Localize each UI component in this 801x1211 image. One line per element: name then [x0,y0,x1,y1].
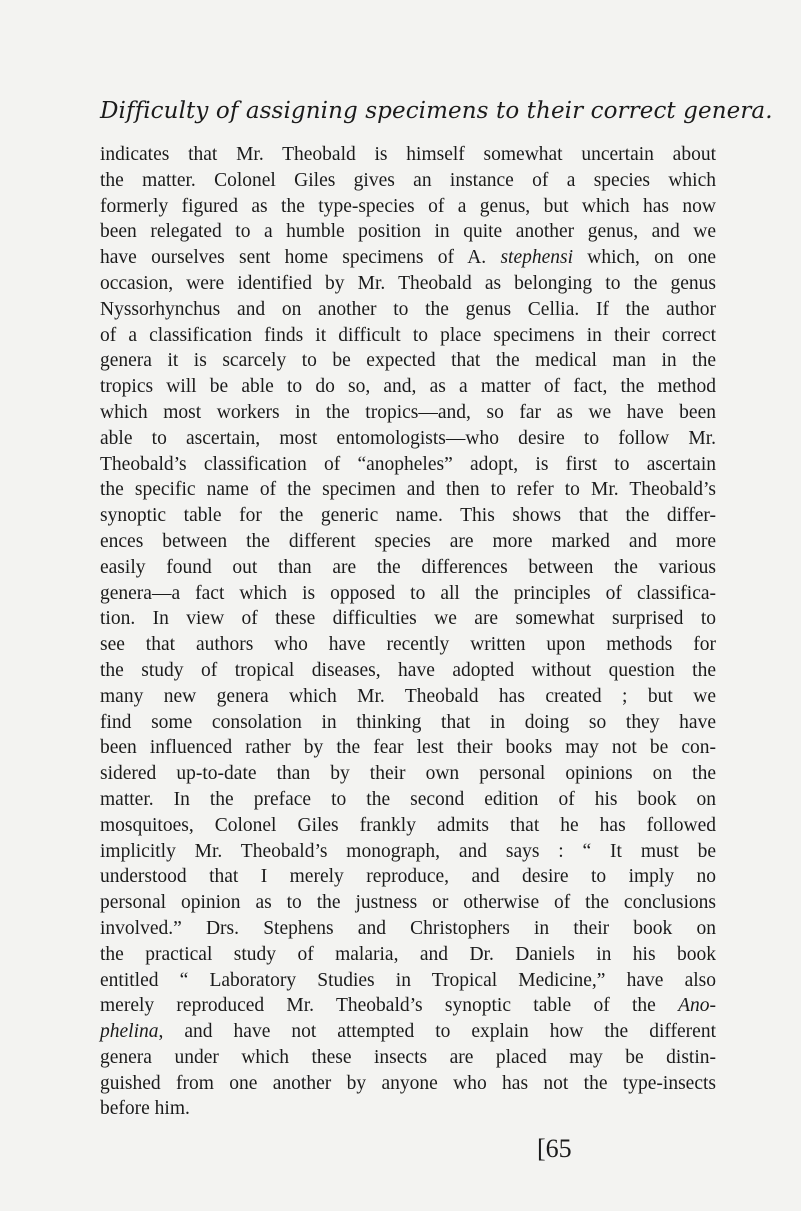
text-line [100,426,716,452]
text-run: occasion, were identified by Mr. Theobald as belonging to the genus [100,272,716,294]
text-run: formerly figured as the type-species of a genus, but which has now [100,195,716,217]
text-run: genera—a fact which is opposed to all the principles of classifica- [100,582,716,604]
text-line [100,813,716,839]
text-run: which most workers in the tropics—and, so far as we have been [100,401,716,423]
text-line [100,1096,716,1122]
text-line [100,1071,716,1097]
text-line [100,632,716,658]
text-run: find some consolation in thinking that in doing so they have [100,711,716,733]
italic-text: Ano- [678,995,716,1017]
text-line [100,297,716,323]
text-run: entitled “ Laboratory Studies in Tropical Medicine,” have also [100,969,716,991]
text-line [100,761,716,787]
text-run: , and have not attempted to explain how the different [158,1021,716,1043]
running-head: Difficulty of assigning specimens to their correct genera. [100,98,773,124]
text-run: been relegated to a humble position in quite another genus, and we [100,221,716,243]
text-line [100,323,716,349]
page-number: [65 [537,1134,572,1163]
text-line [100,787,716,813]
text-line [100,606,716,632]
text-line [100,993,716,1019]
text-run: the matter. Colonel Giles gives an instance of a species which [100,169,716,191]
text-run: easily found out than are the differences between the various [100,556,716,578]
text-run: mosquitoes, Colonel Giles frankly admits that he has followed [100,814,716,836]
text-line [100,529,716,555]
text-line [100,684,716,710]
text-run: personal opinion as to the justness or otherwise of the conclusions [100,892,716,914]
text-line [100,735,716,761]
text-line [100,194,716,220]
text-run: synoptic table for the generic name. This shows that the differ- [100,505,716,527]
text-run: Theobald’s classification of “anopheles” adopt, is first to ascertain [100,453,716,475]
text-run: genera it is scarcely to be expected that the medical man in the [100,350,716,372]
text-run: implicitly Mr. Theobald’s monograph, and says : “ It must be [100,840,716,862]
text-run: which, on one [573,247,717,269]
text-line [100,168,716,194]
text-run: genera under which these insects are placed may be distin- [100,1046,716,1068]
text-run: been influenced rather by the fear lest their books may not be con- [100,737,716,759]
text-line [100,245,716,271]
italic-text: stephensi [500,247,574,269]
italic-text: phelina [100,1021,159,1043]
text-run: merely reproduced Mr. Theobald’s synoptic table of the [100,995,679,1017]
text-run: tropics will be able to do so, and, as a matter of fact, the method [100,376,716,398]
text-line [100,142,716,168]
text-run: matter. In the preface to the second edition of his book on [100,788,716,810]
text-line [100,864,716,890]
text-run: many new genera which Mr. Theobald has created ; but we [100,685,716,707]
text-line [100,916,716,942]
body-paragraph [100,142,716,1122]
text-run: of a classification finds it difficult to place specimens in their correct [100,324,716,346]
text-line [100,581,716,607]
text-line [100,1045,716,1071]
text-line [100,452,716,478]
text-line [100,555,716,581]
text-run: guished from one another by anyone who has not the type-insects [100,1072,716,1094]
text-line [100,658,716,684]
text-line [100,348,716,374]
text-run: before him. [100,1098,190,1120]
text-line [100,503,716,529]
text-run: ences between the different species are more marked and more [100,530,716,552]
text-run: involved.” Drs. Stephens and Christophers in their book on [100,917,716,939]
text-run: understood that I merely reproduce, and desire to imply no [100,866,716,888]
text-line [100,374,716,400]
text-line [100,400,716,426]
text-run: Nyssorhynchus and on another to the genus Cellia. If the author [100,298,716,320]
text-run: the specific name of the specimen and then to refer to Mr. Theobald’s [100,479,716,501]
text-run: see that authors who have recently written upon methods for [100,634,716,656]
text-line [100,710,716,736]
text-line [100,1019,716,1045]
text-line [100,942,716,968]
text-run: the practical study of malaria, and Dr. Daniels in his book [100,943,716,965]
text-run: indicates that Mr. Theobald is himself somewhat uncertain about [100,144,716,165]
text-line [100,890,716,916]
text-run: able to ascertain, most entomologists—who desire to follow Mr. [100,427,716,449]
text-line [100,839,716,865]
text-line [100,477,716,503]
text-line [100,968,716,994]
text-run: have ourselves sent home specimens of A. [100,247,501,269]
text-run: tion. In view of these difficulties we are somewhat surprised to [100,608,716,630]
text-line [100,219,716,245]
text-line [100,271,716,297]
text-run: the study of tropical diseases, have adopted without question the [100,659,716,681]
text-run: sidered up-to-date than by their own personal opinions on the [100,763,716,785]
